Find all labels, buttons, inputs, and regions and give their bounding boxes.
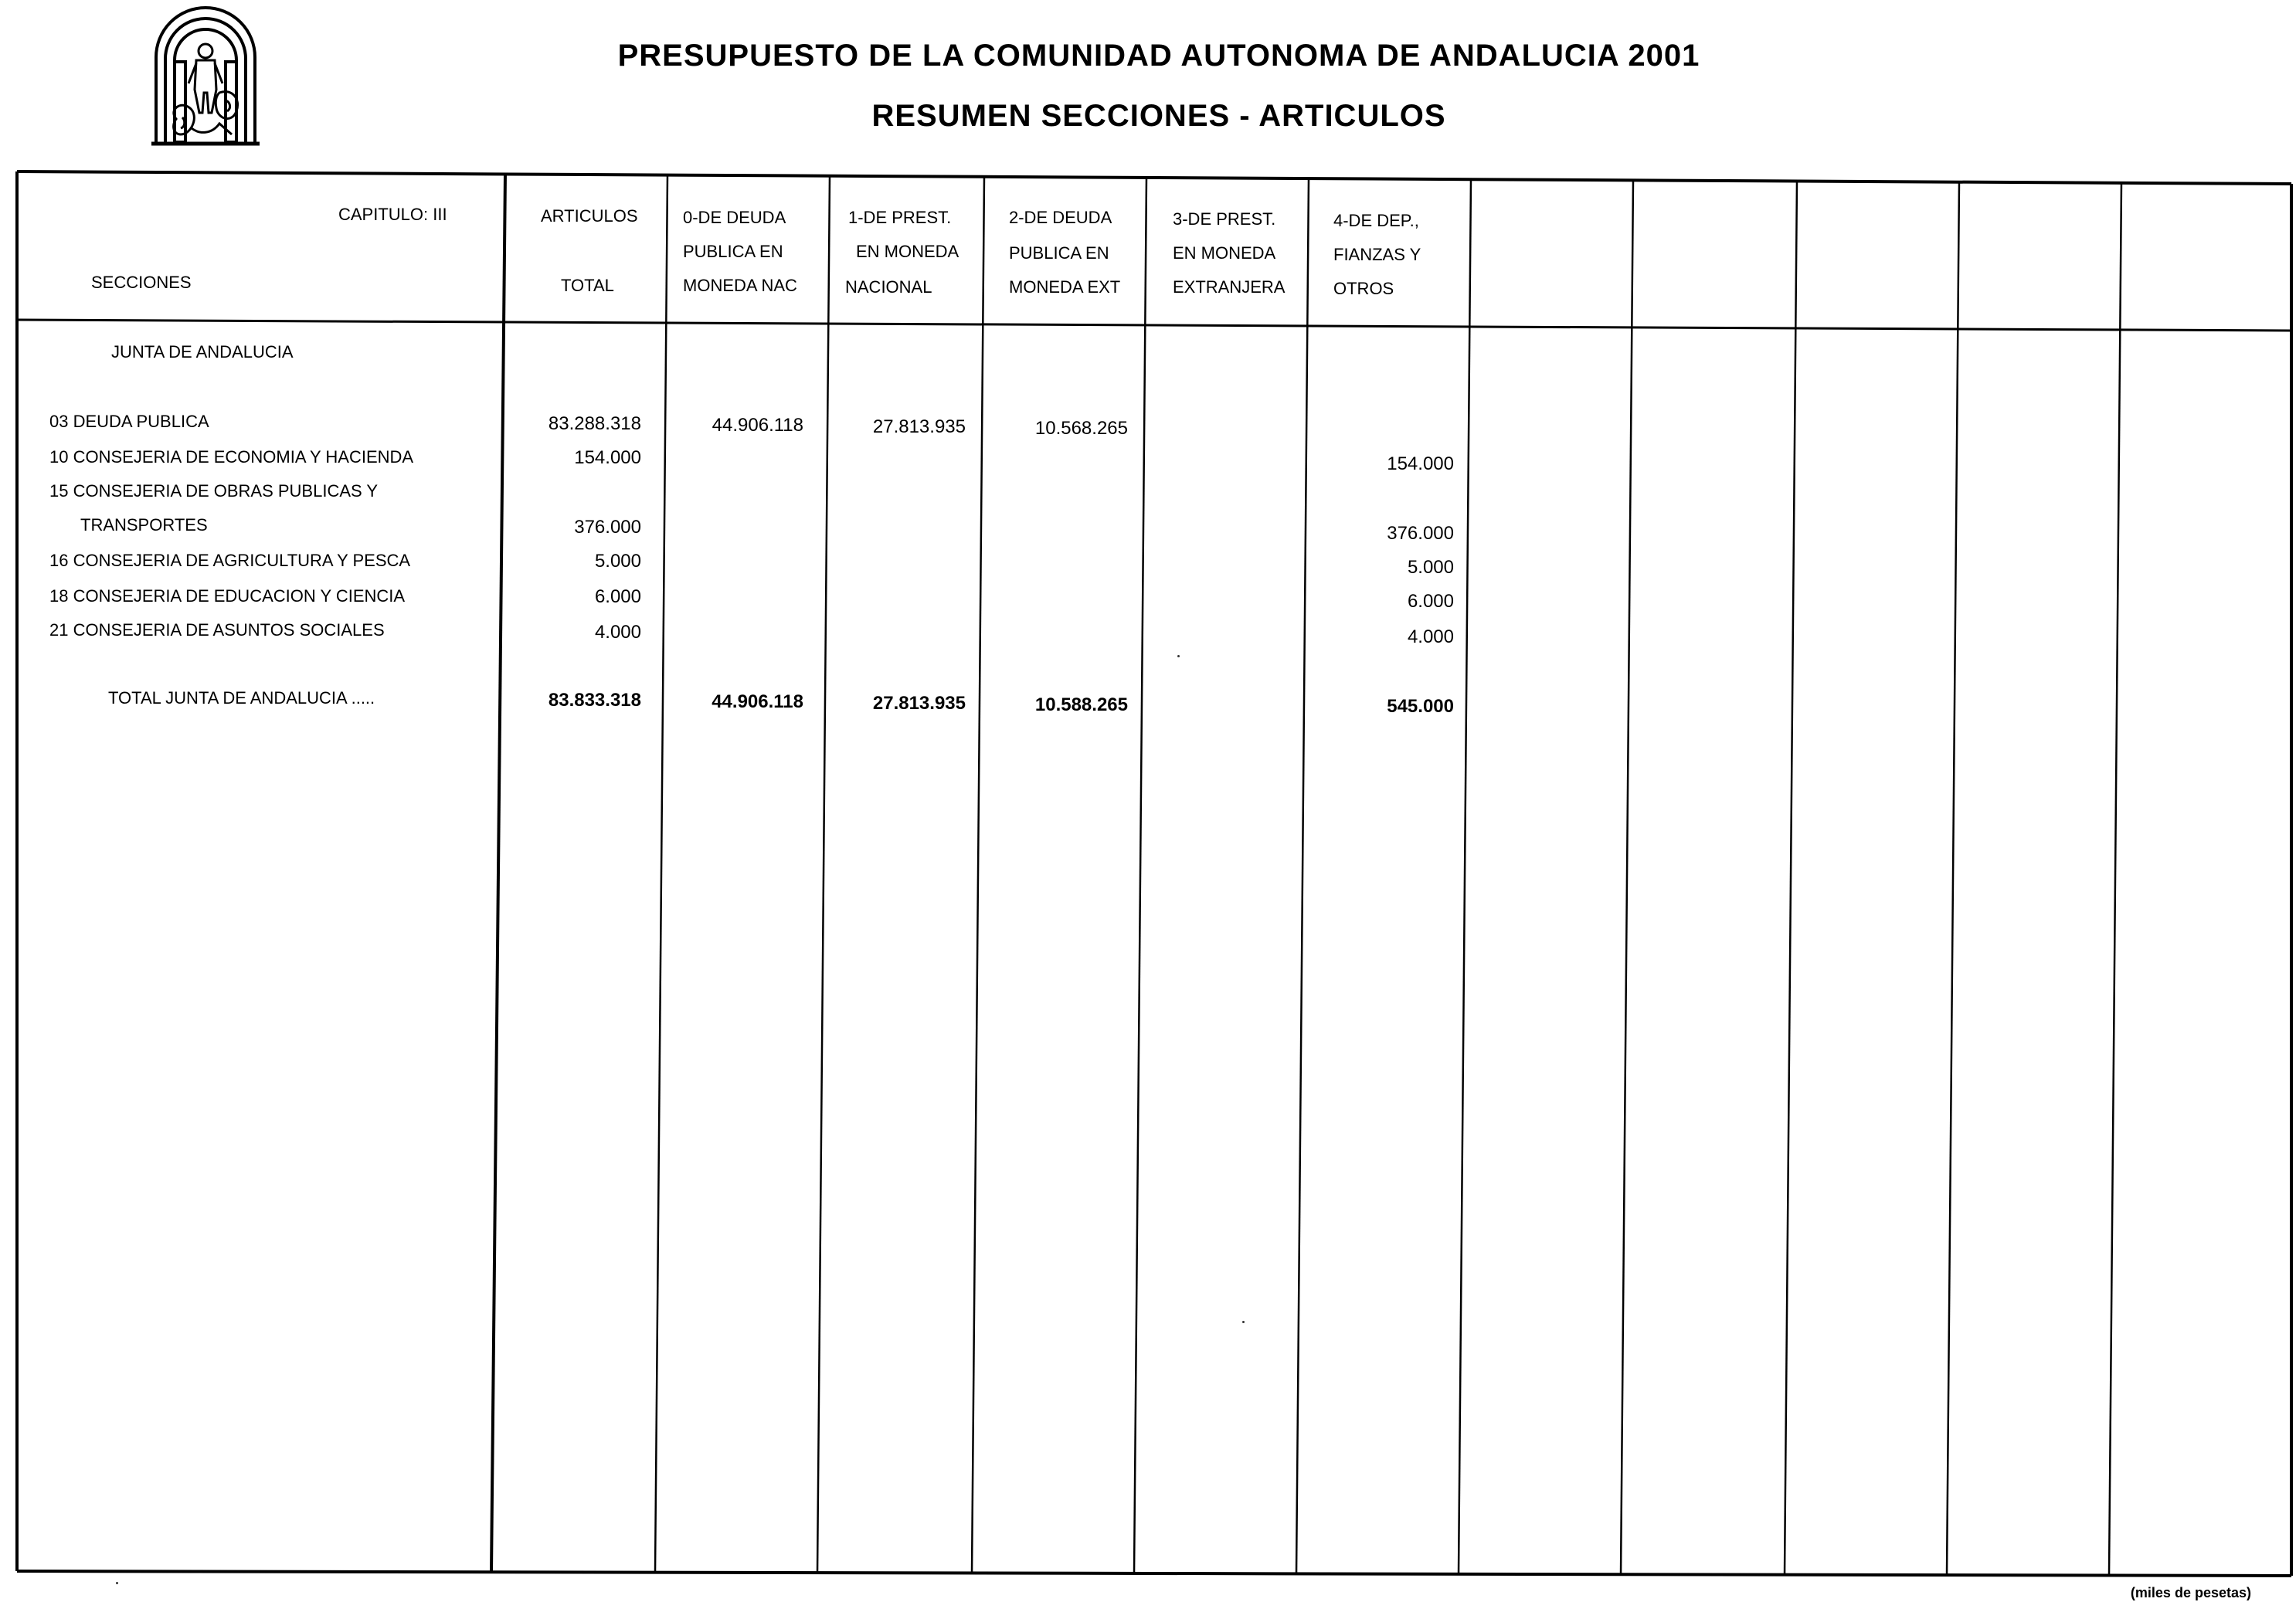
col-2-line1: 2-DE DEUDA (1009, 208, 1112, 227)
total-label: TOTAL JUNTA DE ANDALUCIA ..... (108, 688, 375, 708)
currency-footnote: (miles de pesetas) (2130, 1585, 2251, 1600)
col-4-line2: FIANZAS Y (1333, 245, 1421, 264)
row-label: TRANSPORTES (80, 515, 208, 535)
row-label: 10 CONSEJERIA DE ECONOMIA Y HACIENDA (49, 447, 414, 467)
document-subtitle: RESUMEN SECCIONES - ARTICULOS (871, 99, 1446, 133)
row-value: 27.813.935 (872, 416, 966, 437)
row-label: 21 CONSEJERIA DE ASUNTOS SOCIALES (49, 620, 385, 640)
group-title: JUNTA DE ANDALUCIA (111, 342, 294, 361)
total-value: 83.833.318 (548, 690, 641, 711)
col-1-line3: NACIONAL (845, 277, 932, 297)
row-value: 10.568.265 (1034, 418, 1128, 439)
row-value: 154.000 (1387, 453, 1454, 474)
row-label: 18 CONSEJERIA DE EDUCACION Y CIENCIA (49, 586, 406, 606)
row-label: 03 DEUDA PUBLICA (49, 412, 209, 431)
col-1-line1: 1-DE PREST. (848, 208, 952, 227)
row-value: 44.906.118 (712, 415, 803, 436)
col-1-line2: EN MONEDA (856, 242, 959, 261)
document-title: PRESUPUESTO DE LA COMUNIDAD AUTONOMA DE ANDALUCIA 2001 (617, 39, 1700, 73)
col-2-line3: MONEDA EXT (1009, 277, 1121, 297)
row-value: 6.000 (594, 586, 641, 607)
col-3-line3: EXTRANJERA (1173, 277, 1286, 297)
total-value: 44.906.118 (712, 691, 803, 712)
col-0-line2: PUBLICA EN (683, 242, 783, 261)
row-value: 6.000 (1407, 591, 1454, 612)
col-4-line1: 4-DE DEP., (1333, 211, 1419, 230)
col-3-line1: 3-DE PREST. (1173, 209, 1276, 229)
scan-speck (1177, 655, 1180, 657)
col-4-line3: OTROS (1333, 279, 1394, 298)
secciones-header: SECCIONES (91, 273, 192, 292)
row-label: 16 CONSEJERIA DE AGRICULTURA Y PESCA (49, 551, 411, 570)
row-value: 83.288.318 (548, 413, 641, 434)
row-value: 4.000 (594, 622, 641, 643)
col-0-line1: 0-DE DEUDA (683, 208, 786, 227)
row-value: 5.000 (594, 551, 641, 572)
col-3-line2: EN MONEDA (1173, 243, 1276, 263)
col-2-line2: PUBLICA EN (1009, 243, 1109, 263)
capitulo-label: CAPITULO: III (338, 205, 447, 224)
col-0-line3: MONEDA NAC (683, 276, 797, 295)
total-value: 27.813.935 (872, 693, 966, 714)
row-value: 376.000 (574, 517, 641, 538)
row-value: 5.000 (1407, 557, 1454, 578)
row-label: 15 CONSEJERIA DE OBRAS PUBLICAS Y (49, 481, 379, 501)
scan-speck (1242, 1321, 1245, 1323)
row-value: 376.000 (1387, 523, 1454, 544)
scan-speck (116, 1582, 118, 1584)
row-value: 154.000 (574, 447, 641, 468)
col-articulos-line1: ARTICULOS (541, 206, 638, 226)
row-value: 4.000 (1407, 626, 1454, 647)
col-articulos-line3: TOTAL (561, 276, 614, 295)
total-value: 545.000 (1387, 696, 1454, 717)
total-value: 10.588.265 (1034, 694, 1128, 715)
